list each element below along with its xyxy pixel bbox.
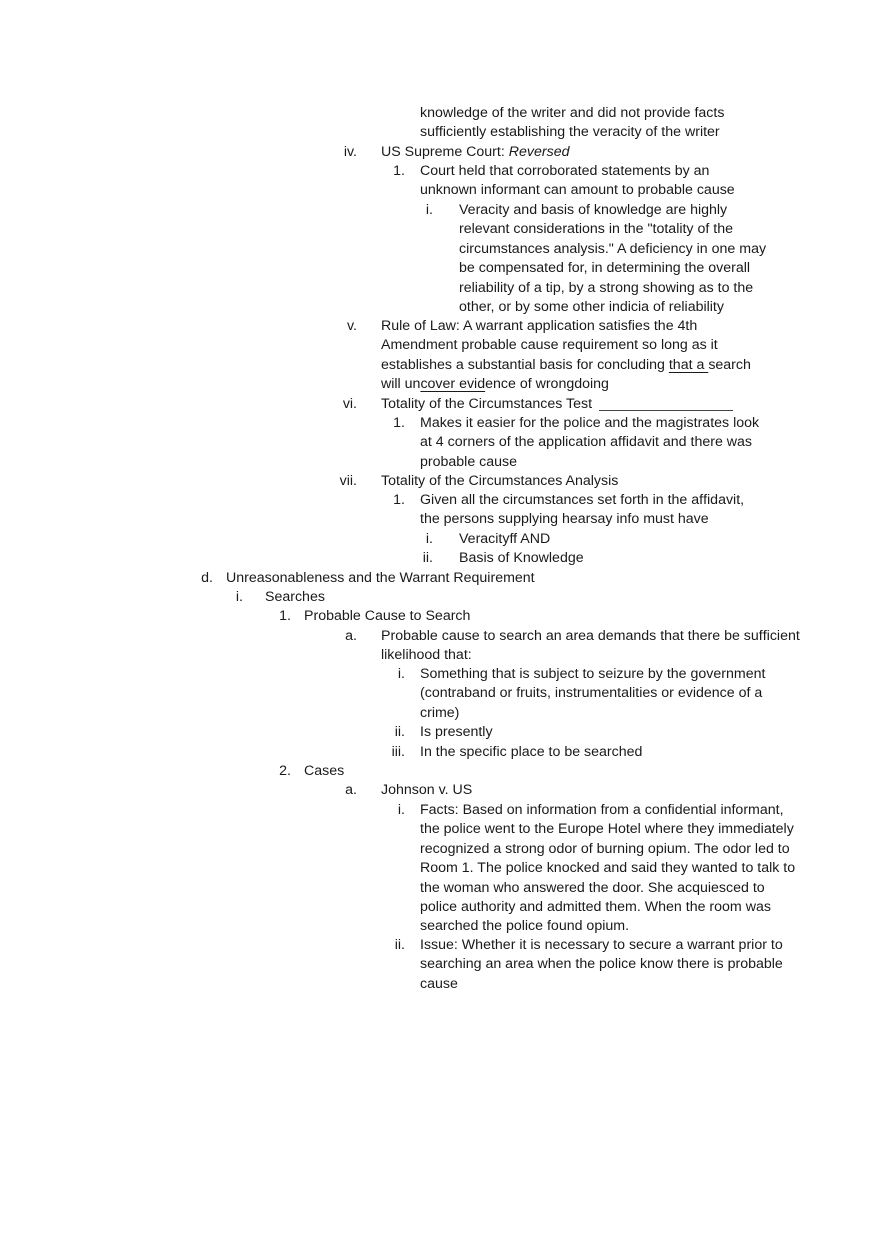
list-marker: i. [425, 531, 433, 547]
outline-text-line: Amendment probable cause requirement so long as it [381, 337, 718, 354]
outline-text-line: unknown informant can amount to probable cause [420, 182, 735, 199]
outline-text-line: Totality of the Circumstances Test [381, 396, 593, 412]
outline-text-line: probable cause [420, 453, 518, 470]
underlined-text: cover evid [420, 376, 486, 393]
outline-text-line: Given all the circumstances set forth in the afﬁdavit, [420, 492, 745, 508]
outline-text-line: Unreasonableness and the Warrant Requirement [226, 570, 535, 586]
outline-text-line: searching an area when the police know there is probable [420, 956, 783, 973]
list-marker: 1. [393, 492, 405, 508]
outline-text-line: Veracityff AND [459, 531, 551, 547]
outline-text-line: Searches [265, 589, 325, 605]
outline-text-line: relevant considerations in the "totality of the [459, 221, 733, 238]
outline-text-line: Totality of the Circumstances Analysis [381, 473, 619, 489]
text-prefix: US Supreme Court: [381, 144, 509, 160]
outline-text-line: Cases [304, 763, 345, 779]
outline-text-line: establishes a substantial basis for concluding that a search [381, 356, 751, 373]
outline-text-line: Johnson v. US [381, 782, 473, 798]
list-marker: i. [425, 202, 433, 218]
outline-text-line: Makes it easier for the police and the magistrates look [420, 415, 760, 431]
outline-text-line: recognized a strong odor of burning opium. The odor led to [420, 840, 790, 857]
outline-text-line: at 4 corners of the application afﬁdavit and there was [420, 434, 753, 451]
outline-text-line: other, or by some other indicia of reliability [459, 299, 724, 315]
outline-text-line: Probable Cause to Search [304, 608, 471, 624]
list-marker: 1. [279, 608, 291, 624]
list-marker: ii. [394, 724, 405, 740]
italic-text: Reversed [508, 144, 570, 160]
list-marker: i. [397, 802, 405, 818]
outline-text-line: searched the police found opium. [420, 918, 630, 935]
outline-text-line: will uncover evidence of wrongdoing [381, 376, 609, 393]
list-marker: 1. [393, 415, 405, 431]
outline-text-line: crime) [420, 704, 460, 721]
outline-text-line: the persons supplying hearsay info must have [420, 511, 709, 528]
outline-text-line: In the specific place to be searched [420, 744, 643, 760]
outline-text-line: police authority and admitted them. When the room was [420, 899, 771, 915]
outline-text-line: the police went to the Europe Hotel where they immediately [420, 821, 794, 838]
list-marker: i. [235, 589, 243, 605]
list-marker: v. [347, 318, 357, 334]
outline-text-line: the woman who answered the door. She acquiesced to [420, 879, 765, 896]
outline-text-line: Facts: Based on information from a confidential informant, [420, 802, 784, 818]
list-marker: ii. [422, 550, 433, 566]
fill-in-blank-line [599, 410, 733, 411]
list-marker: a. [345, 782, 357, 798]
outline-text-line: Rule of Law: A warrant application satisfies the 4th [381, 318, 698, 334]
list-marker: 1. [393, 163, 405, 179]
outline-text-line: likelihood that: [381, 647, 472, 664]
outline-text-line: Issue: Whether it is necessary to secure a warrant prior to [420, 937, 783, 953]
list-marker: ii. [394, 937, 405, 953]
outline-text-line: Probable cause to search an area demands that there be sufﬁcient [381, 628, 800, 644]
outline-text-line: Is presently [420, 724, 493, 740]
outline-text-line: knowledge of the writer and did not provide facts [420, 105, 725, 121]
outline-text-line [381, 143, 569, 162]
outline-text-line: sufﬁciently establishing the veracity of the writer [420, 124, 720, 141]
outline-text-line: Something that is subject to seizure by the government [420, 666, 766, 682]
underlined-text: that a [668, 356, 709, 373]
outline-text-line: reliability of a tip, by a strong showing as to the [459, 279, 754, 296]
outline-text-line: Court held that corroborated statements by an [420, 163, 710, 179]
list-marker: i. [397, 666, 405, 682]
outline-text-line: Veracity and basis of knowledge are highly [459, 202, 728, 218]
list-marker: iv. [343, 144, 357, 160]
list-marker: iii. [391, 744, 405, 760]
list-marker: d. [201, 570, 213, 586]
list-marker: 2. [279, 763, 291, 779]
list-marker: vii. [339, 473, 357, 489]
outline-text-line: circumstances analysis." A deficiency in one may [459, 240, 767, 257]
outline-text-line: (contraband or fruits, instrumentalities or evidence of a [420, 685, 763, 702]
outline-text-line: Basis of Knowledge [459, 550, 584, 566]
list-marker: a. [345, 628, 357, 644]
outline-text-line: Room 1. The police knocked and said they wanted to talk to [420, 860, 796, 877]
outline-text-line: cause [420, 975, 458, 992]
list-marker: vi. [342, 396, 357, 412]
outline-text-line: be compensated for, in determining the overall [459, 260, 751, 277]
